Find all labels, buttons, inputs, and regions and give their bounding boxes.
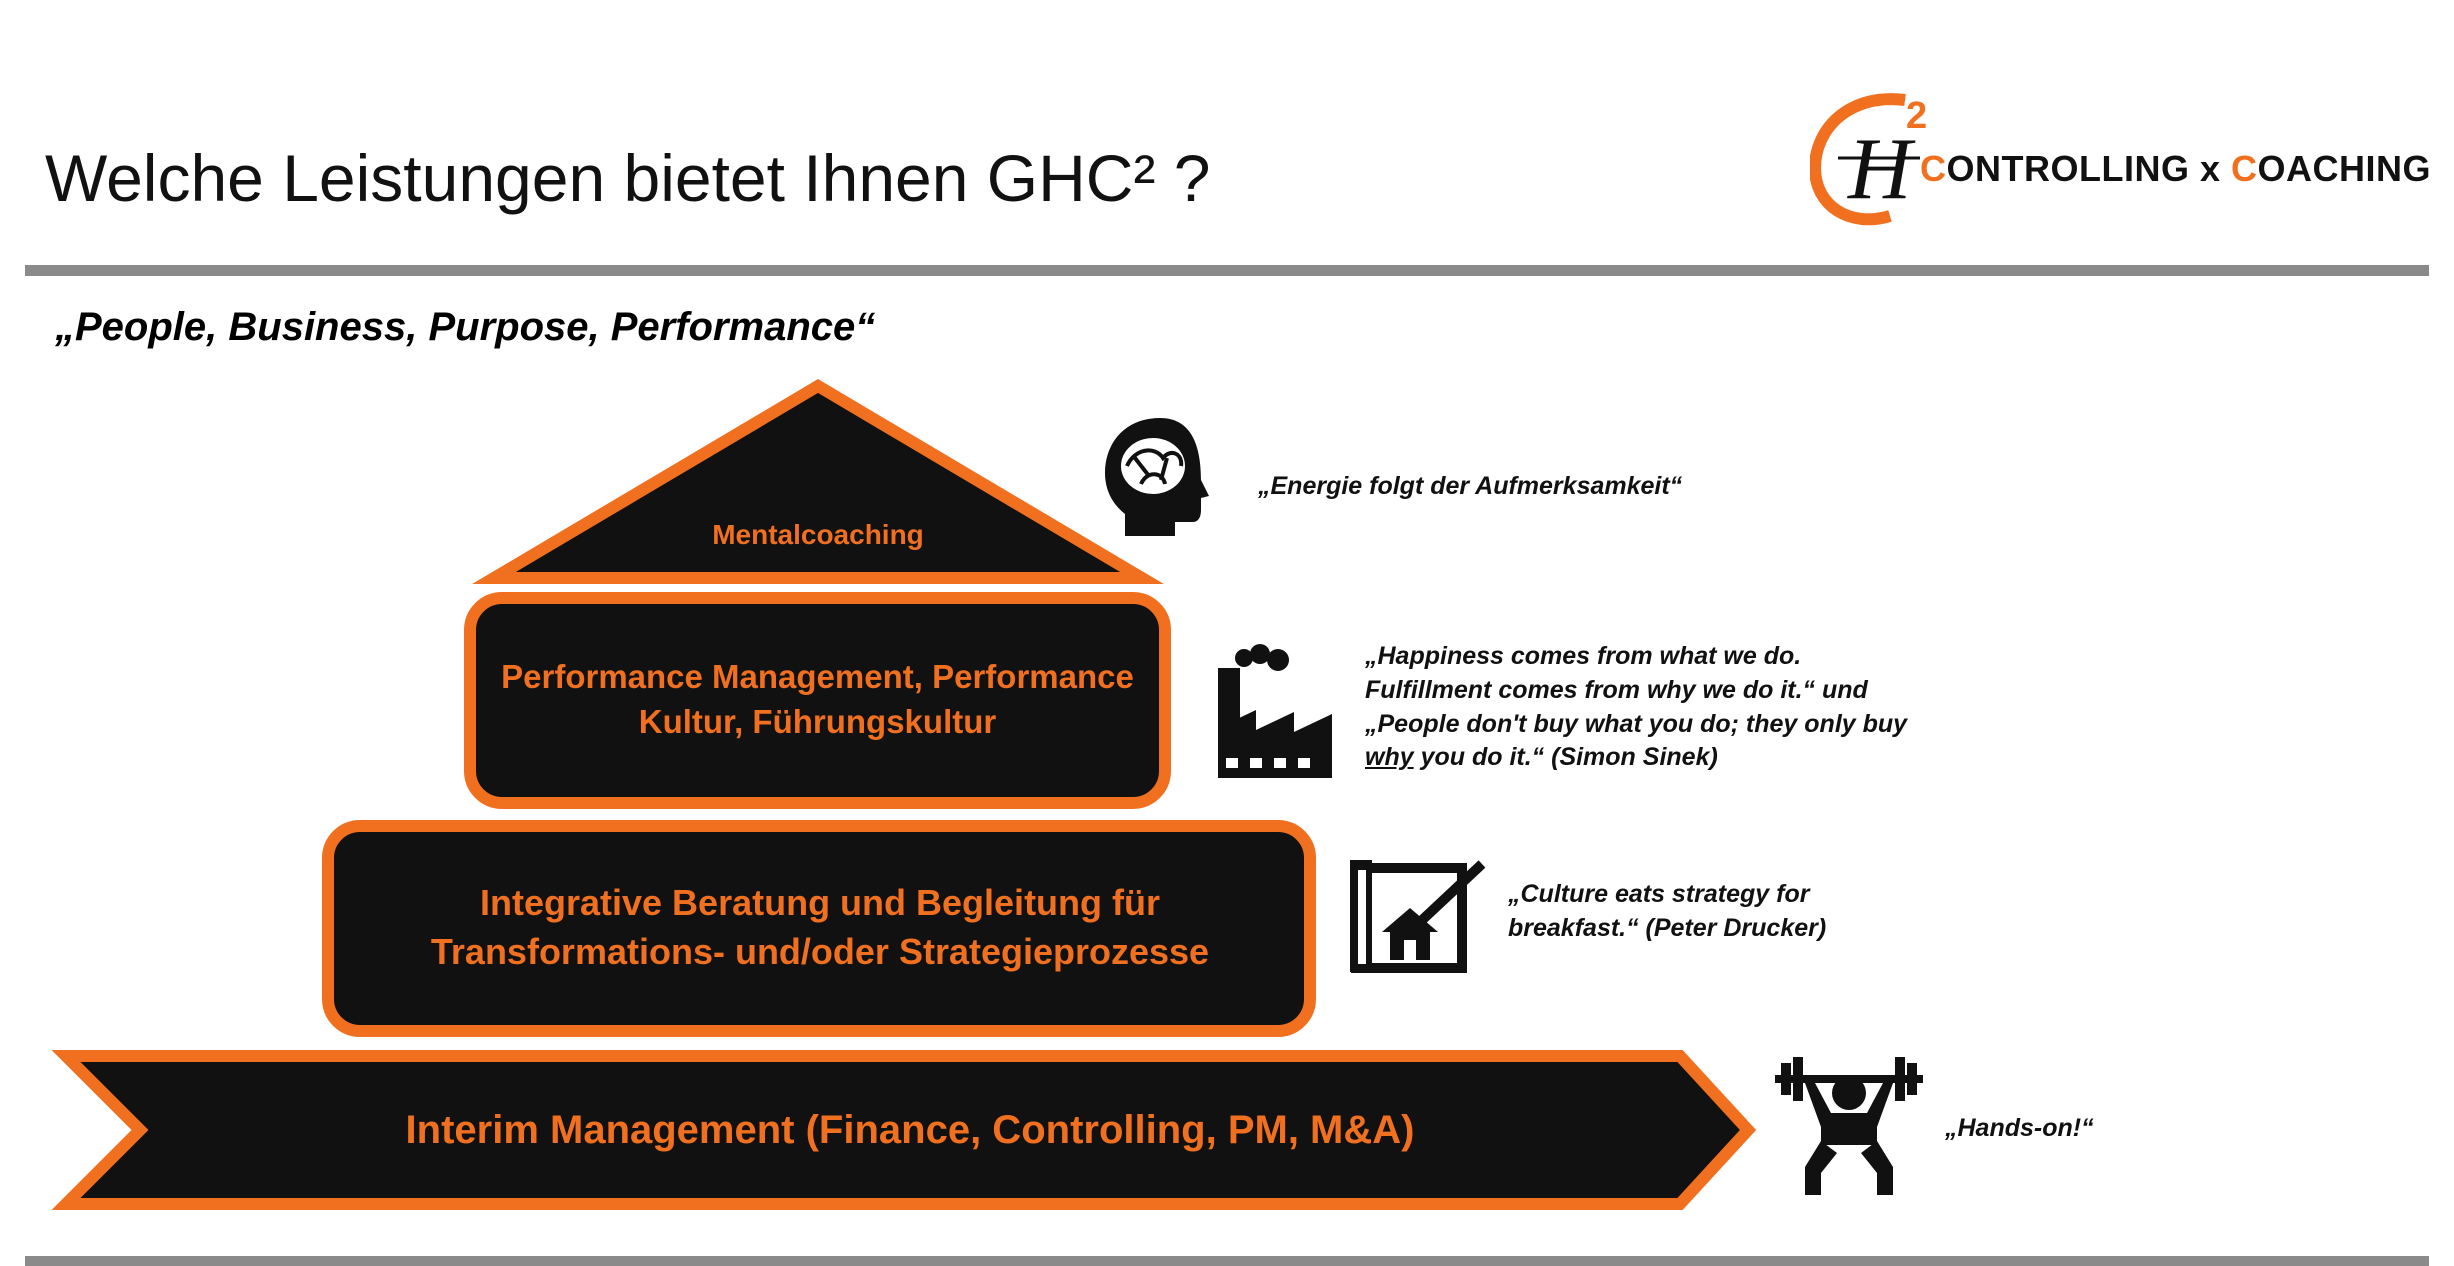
level-label-performance: Performance Management, Performance Kultur, Führungskultur [501, 658, 1134, 740]
quote-consulting: „Culture eats strategy for breakfast.“ (Peter Drucker) [1508, 880, 1827, 942]
quote-underlined-word: why [1365, 743, 1414, 772]
quote-performance: „Happiness comes from what we do. Fulfillment comes from why we do it.“ und „People don't buy what you do; they only buy why you do it.“ (Simon Sinek) [1365, 642, 1908, 772]
weightlifter-icon [1775, 1057, 1923, 1195]
logo-wordmark: CONTROLLING x COACHING [1920, 148, 2431, 189]
factory-icon [1218, 644, 1332, 778]
blueprint-house-icon [1350, 860, 1482, 972]
footer-divider [25, 1256, 2429, 1266]
quote-interim: „Hands-on!“ [1945, 1114, 2094, 1142]
brain-head-icon [1105, 418, 1209, 536]
svg-text:H: H [1848, 121, 1912, 218]
level-label-mentalcoaching: Mentalcoaching [712, 519, 924, 551]
logo-superscript: 2 [1906, 95, 1928, 137]
page-title: Welche Leistungen bietet Ihnen GHC² ? [45, 141, 1211, 215]
level-label-consulting: Integrative Beratung und Begleitung für Transformations- und/oder Strategieprozesse [430, 882, 1210, 972]
level-label-interim: Interim Management (Finance, Controlling, PM, M&A) [405, 1108, 1415, 1152]
quote-mentalcoaching: „Energie folgt der Aufmerksamkeit“ [1258, 472, 1683, 500]
subtitle-quote: „People, Business, Purpose, Performance“ [55, 305, 876, 349]
